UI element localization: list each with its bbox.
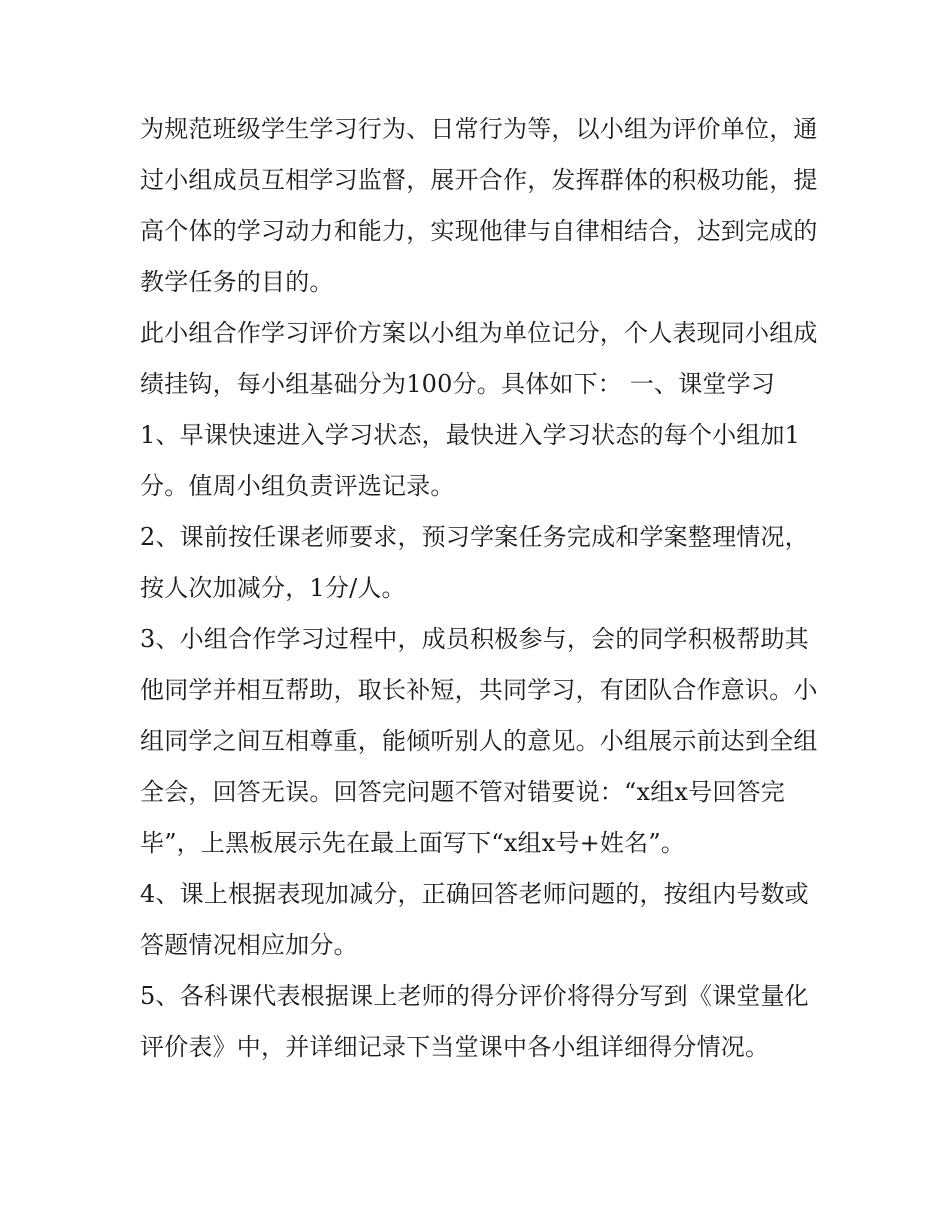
document-body bbox=[140, 104, 830, 1073]
paragraph-intro: 为规范班级学生学习行为、日常行为等，以小组为评价单位，通过小组成员互相学习监督，展开合作，发挥群体的积极功能，提高个体的学习动力和能力，实现他律与自律相结合，达到完成的教学任务的目的。 bbox=[140, 115, 818, 296]
paragraph-item-1: 1、早课快速进入学习状态，最快进入学习状态的每个小组加1分。值周小组负责评选记录。 bbox=[140, 421, 801, 500]
paragraph-item-5: 5、各科课代表根据课上老师的得分评价将得分写到《课堂量化评价表》中，并详细记录下当堂课中各小组详细得分情况。 bbox=[140, 982, 809, 1061]
paragraph-item-4: 4、课上根据表现加减分，正确回答老师问题的，按组内号数或答题情况相应加分。 bbox=[140, 880, 809, 959]
paragraph-item-3: 3、小组合作学习过程中，成员积极参与，会的同学积极帮助其他同学并相互帮助，取长补短，共同学习，有团队合作意识。小组同学之间互相尊重，能倾听别人的意见。小组展示前达到全组全会，回答无误。回答完问题不管对错要说：“x组x号回答完毕”，上黑板展示先在最上面写下“x组x号+姓名”。 bbox=[140, 625, 818, 857]
paragraph-item-2: 2、课前按任课老师要求，预习学案任务完成和学案整理情况，按人次加减分，1分/人。 bbox=[140, 523, 809, 602]
paragraph-scoring-scheme: 此小组合作学习评价方案以小组为单位记分，个人表现同小组成绩挂钩，每小组基础分为100分。具体如下： 一、课堂学习 bbox=[140, 319, 818, 398]
